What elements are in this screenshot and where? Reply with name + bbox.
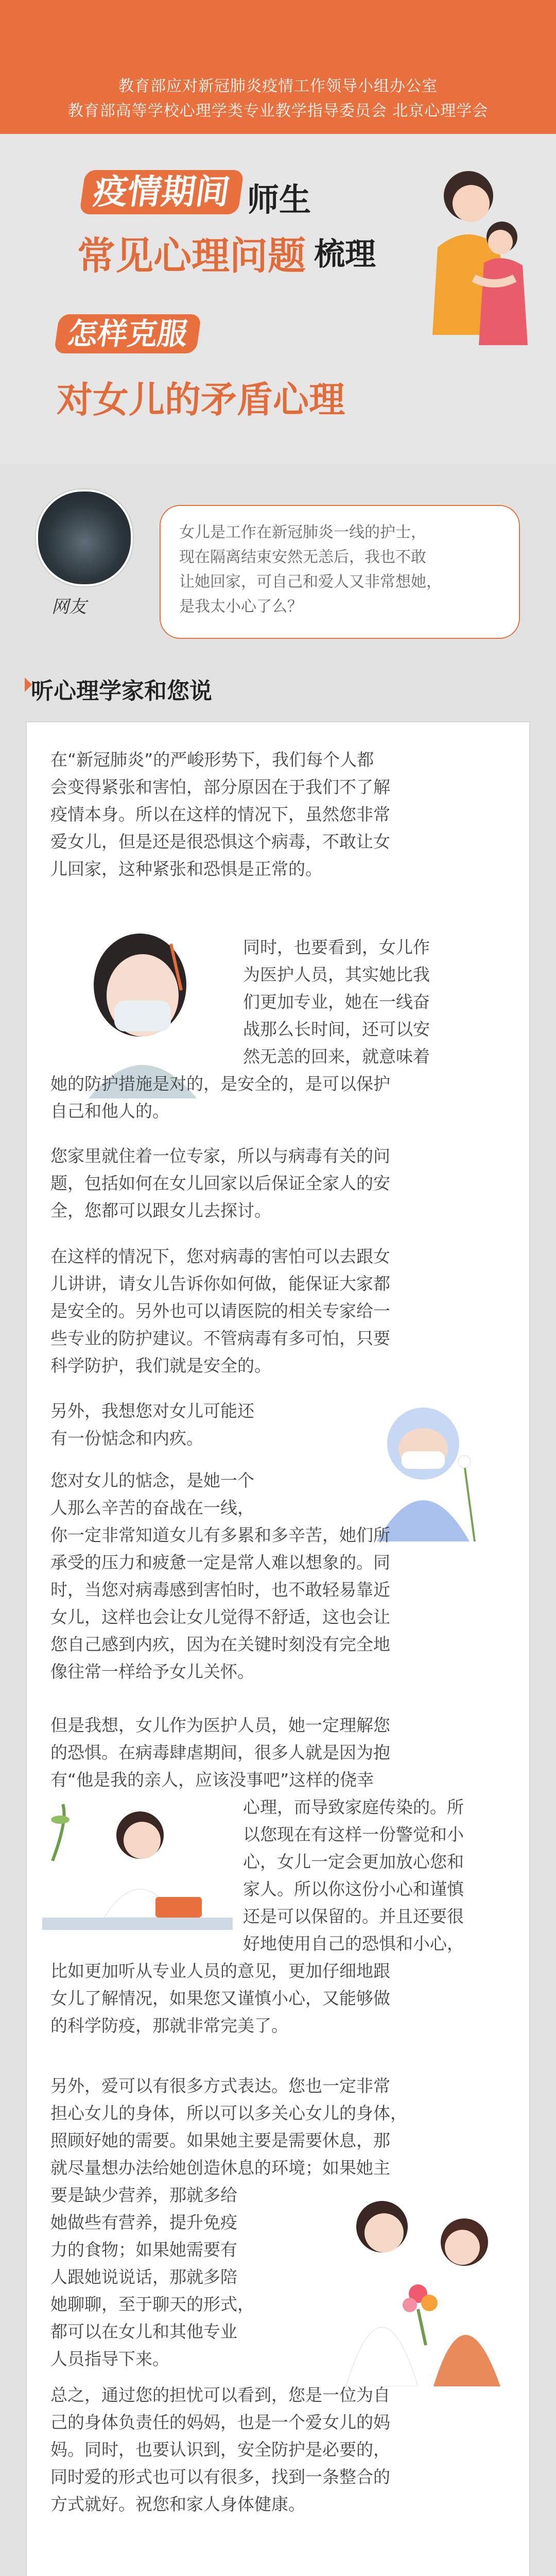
text-line: 为医护人员，其实她比我 — [243, 964, 430, 985]
text-line: 女儿，这样也会让女儿觉得不舒适，这也会让 — [50, 1607, 390, 1627]
text-line: 但是我想，女儿作为医护人员，她一定理解您 — [50, 1715, 390, 1735]
text-line: 时，当您对病毒感到害怕时，也不敢轻易靠近 — [50, 1580, 390, 1600]
paragraph-5 — [50, 1397, 318, 1452]
paragraph-7-bottom — [50, 1957, 509, 2039]
hero-section — [0, 134, 556, 464]
text-line: 您家里就住着一位专家，所以与病毒有关的问 — [50, 1146, 390, 1166]
header-org-line1: 教育部应对新冠肺炎疫情工作领导小组办公室 — [118, 77, 438, 95]
answer-content-box — [26, 721, 530, 2576]
text-line: 承受的压力和疲惫一定是常人难以想象的。同 — [50, 1552, 390, 1572]
paragraph-1 — [50, 746, 509, 883]
text-line: 人跟她说说话，那就多陪 — [50, 2267, 237, 2287]
text-line: 她聊聊，至于聊天的形式， — [50, 2294, 254, 2314]
question-line: 是我太小心了么？ — [179, 598, 303, 616]
text-line: 心，女儿一定会更加放心您和 — [243, 1852, 464, 1872]
text-line: 的科学防疫，那就非常完美了。 — [50, 2015, 288, 2036]
text-line: 疫情本身。所以在这样的情况下，虽然您非常 — [50, 804, 390, 824]
text-line: 在“新冠肺炎”的严峻形势下，我们每个人都 — [50, 750, 374, 770]
subtitle-pill — [54, 314, 202, 353]
paragraph-2-full — [50, 1070, 509, 1125]
text-line: 爱女儿，但是还是很恐惧这个病毒，不敢让女 — [50, 832, 390, 852]
text-line: 另外，爱可以有很多方式表达。您也一定非常 — [50, 2076, 390, 2096]
question-bubble — [160, 505, 520, 639]
text-line: 您自己感到内疚，因为在关键时刻没有完全地 — [50, 1634, 390, 1654]
text-line: 是安全的。另外也可以请医院的相关专家给一 — [50, 1301, 390, 1321]
text-line: 有一份惦念和内疚。 — [50, 1428, 203, 1448]
text-line: 人员指导下来。 — [50, 2349, 169, 2369]
title-pill — [79, 170, 244, 214]
text-line: 家人。所以你这份小心和谨慎 — [243, 1879, 464, 1899]
title-line2-orange: 常见心理问题 — [77, 234, 306, 278]
paragraph-7-right — [243, 1793, 511, 1957]
text-line: 担心女儿的身体，所以可以多关心女儿的身体， — [50, 2103, 407, 2123]
text-line: 心理，而导致家庭传染的。所 — [243, 1797, 464, 1817]
section-marker-icon — [25, 677, 32, 692]
header-banner — [0, 0, 556, 134]
text-line: 照顾好她的需要。如果她主要是需要休息，那 — [50, 2130, 390, 2150]
text-line: 以您现在有这样一份警觉和小 — [243, 1824, 464, 1844]
text-line: 方式就好。祝您和家人身体健康。 — [50, 2494, 305, 2514]
paragraph-6-full — [50, 1521, 509, 1685]
text-line: 然无恙的回来，就意味着 — [243, 1046, 430, 1066]
text-line: 你一定非常知道女儿有多累和多辛苦，她们所 — [50, 1525, 390, 1545]
paragraph-8-left — [50, 2181, 298, 2372]
title-line2-dark: 梳理 — [314, 236, 376, 273]
text-line: 的恐惧。在病毒肆虐期间，很多人就是因为抱 — [50, 1742, 390, 1762]
text-line: 儿回家，这种紧张和恐惧是正常的。 — [50, 859, 322, 879]
text-line: 另外，我想您对女儿可能还 — [50, 1401, 254, 1421]
text-line: 战那么长时间，还可以安 — [243, 1019, 430, 1039]
subtitle-main: 对女儿的矛盾心理 — [57, 379, 345, 421]
text-line: 儿讲讲，请女儿告诉你如何做，能保证大家都 — [50, 1274, 390, 1294]
netizen-label: 网友 — [51, 597, 86, 617]
text-line: 己的身体负责任的妈妈，也是一个爱女儿的妈 — [50, 2412, 390, 2432]
subtitle-pill-text: 怎样克服 — [65, 316, 190, 351]
text-line: 在这样的情况下，您对病毒的害怕可以去跟女 — [50, 1246, 390, 1266]
section-title-text: 听心理学家和您说 — [31, 678, 212, 704]
text-line: 同时爱的形式也可以有很多，找到一条整合的 — [50, 2467, 390, 2487]
text-line: 要是缺少营养，那就多给 — [50, 2185, 237, 2205]
title-after-pill: 师生 — [247, 181, 311, 218]
text-line: 科学防护，我们就是安全的。 — [50, 1355, 271, 1376]
paragraph-7-top — [50, 1711, 509, 1793]
text-line: 您对女儿的惦念，是她一个 — [50, 1470, 254, 1490]
text-line: 全，您都可以跟女儿去探讨。 — [50, 1200, 271, 1221]
question-line: 让她回家，可自己和爱人又非常想她， — [179, 573, 442, 591]
mother-daughter-illustration — [412, 160, 535, 355]
protective-suit-illustration — [346, 1387, 500, 1541]
text-line: 题，包括如何在女儿回家以后保证全家人的安 — [50, 1173, 390, 1193]
text-line: 人那么辛苦的奋战在一线， — [50, 1498, 254, 1518]
question-line: 女儿是工作在新冠肺炎一线的护士， — [179, 523, 426, 541]
paragraph-3 — [50, 1142, 509, 1224]
netizen-avatar — [36, 489, 133, 586]
text-line: 像往常一样给予女儿关怀。 — [50, 1662, 254, 1682]
paragraph-8-top — [50, 2072, 509, 2181]
text-line: 们更加专业，她在一线奋 — [243, 992, 430, 1012]
text-line: 就尽量想办法给她创造休息的环境；如果她主 — [50, 2158, 390, 2178]
text-line: 女儿了解情况，如果您又谨慎小心，又能够做 — [50, 1988, 390, 2008]
text-line: 她的防护措施是对的，是安全的，是可以保护 — [50, 1074, 390, 1094]
header-org-line2: 教育部高等学校心理学类专业教学指导委员会 北京心理学会 — [67, 102, 489, 120]
title-pill-text: 疫情期间 — [91, 172, 233, 212]
text-line: 自己和他人的。 — [50, 1101, 169, 1121]
text-line: 总之，通过您的担忧可以看到，您是一位为自 — [50, 2385, 390, 2405]
paragraph-4 — [50, 1243, 509, 1379]
text-line: 有“他是我的亲人，应该没事吧”这样的侥幸 — [50, 1770, 374, 1790]
text-line: 妈。同时，也要认识到，安全防护是必要的， — [50, 2439, 390, 2460]
paragraph-6-left — [50, 1467, 318, 1521]
text-line: 些专业的防护建议。不管病毒有多可怕，只要 — [50, 1328, 390, 1348]
text-line: 还是可以保留的。并且还要很 — [243, 1906, 464, 1926]
text-line: 同时，也要看到，女儿作 — [243, 937, 430, 957]
paragraph-2-right — [243, 934, 511, 1070]
text-line: 力的食物；如果她需要有 — [50, 2240, 237, 2260]
nurse-receiving-flowers-illustration — [315, 2180, 521, 2386]
section-title — [31, 672, 212, 705]
text-line: 都可以在女儿和其他专业 — [50, 2321, 237, 2342]
text-line: 会变得紧张和害怕，部分原因在于我们不了解 — [50, 777, 390, 797]
doctor-at-desk-illustration — [32, 1789, 243, 1959]
question-line: 现在隔离结束安然无恙后，我也不敢 — [179, 548, 426, 566]
text-line: 她做些有营养，提升免疫 — [50, 2212, 237, 2232]
paragraph-9 — [50, 2381, 509, 2518]
text-line: 比如更加听从专业人员的意见，更加仔细地跟 — [50, 1961, 390, 1981]
text-line: 好地使用自己的恐惧和小心， — [243, 1934, 464, 1954]
